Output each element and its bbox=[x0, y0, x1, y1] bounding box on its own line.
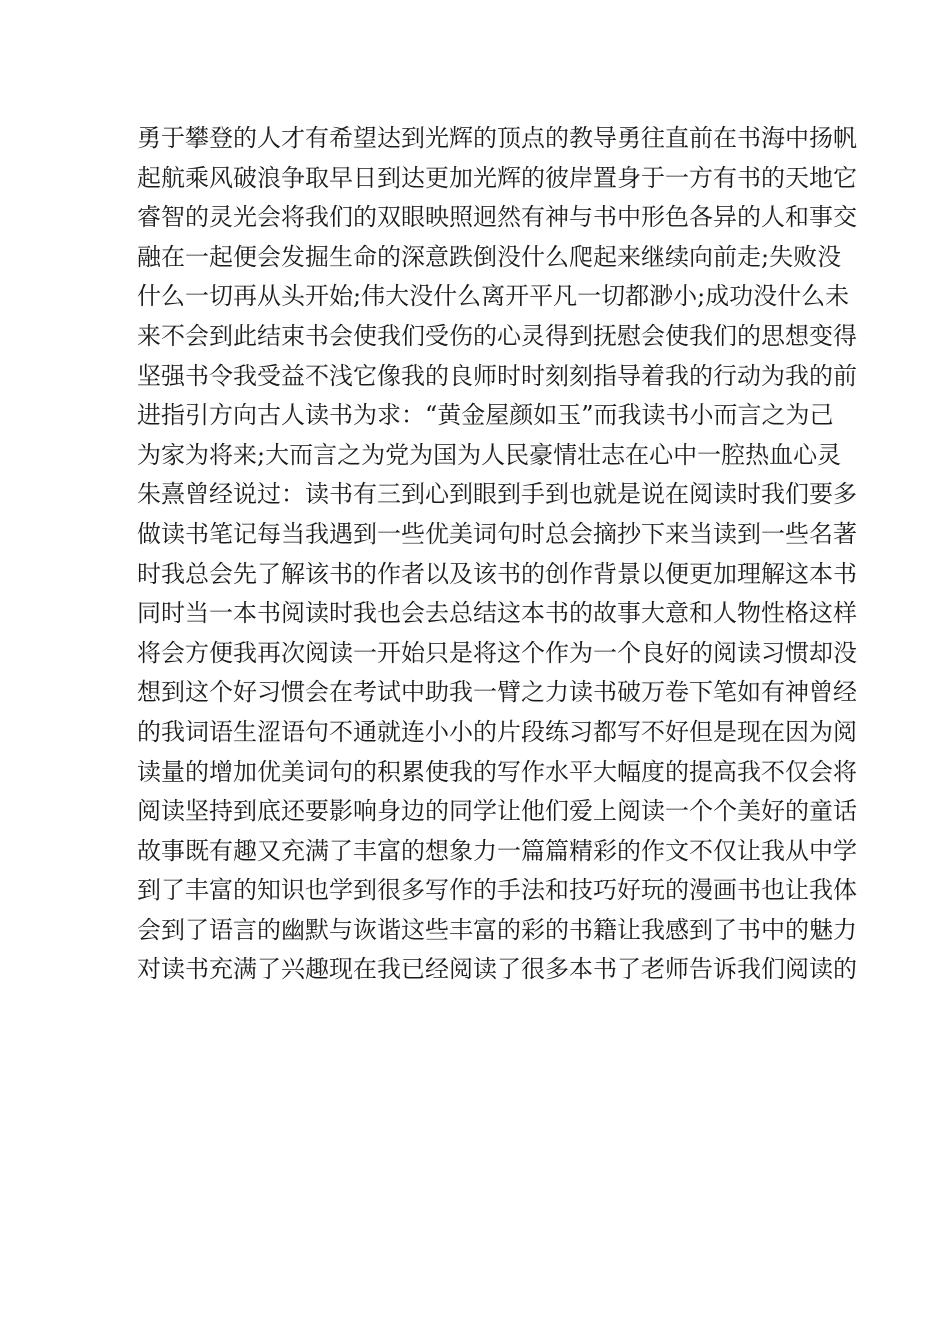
text-line: 为家为将来;大而言之为党为国为人民豪情壮志在心中一腔热血心灵 bbox=[137, 440, 842, 469]
text-line: 睿智的灵光会将我们的双眼映照迥然有神与书中形色各异的人和事交 bbox=[137, 203, 857, 232]
text-line: 做读书笔记每当我遇到一些优美词句时总会摘抄下来当读到一些名著 bbox=[137, 519, 857, 548]
text-line: 时我总会先了解该书的作者以及该书的创作背景以便更加理解这本书 bbox=[137, 559, 857, 588]
text-line: 阅读坚持到底还要影响身边的同学让他们爱上阅读一个个美好的童话 bbox=[137, 797, 857, 826]
text-line: 的我词语生涩语句不通就连小小的片段练习都写不好但是现在因为阅 bbox=[137, 717, 857, 746]
text-line: 勇于攀登的人才有希望达到光辉的顶点的教导勇往直前在书海中扬帆 bbox=[137, 124, 857, 152]
text-line: 故事既有趣又充满了丰富的想象力一篇篇精彩的作文不仅让我从中学 bbox=[137, 836, 857, 865]
text-line: 来不会到此结束书会使我们受伤的心灵得到抚慰会使我们的思想变得 bbox=[137, 321, 857, 350]
text-line: 坚强书令我受益不浅它像我的良师时时刻刻指导着我的行动为我的前 bbox=[137, 361, 857, 390]
text-line: 起航乘风破浪争取早日到达更加光辉的彼岸置身于一方有书的天地它 bbox=[137, 163, 857, 192]
text-line: 什么一切再从头开始;伟大没什么离开平凡一切都渺小;成功没什么未 bbox=[137, 282, 850, 311]
text-line: 会到了语言的幽默与诙谐这些丰富的彩的书籍让我感到了书中的魅力 bbox=[137, 915, 857, 944]
text-line: 同时当一本书阅读时我也会去总结这本书的故事大意和人物性格这样 bbox=[137, 599, 857, 628]
text-line: 融在一起便会发掘生命的深意跌倒没什么爬起来继续向前走;失败没 bbox=[137, 242, 842, 271]
text-line: 想到这个好习惯会在考试中助我一臂之力读书破万卷下笔如有神曾经 bbox=[137, 678, 857, 707]
text-line: 对读书充满了兴趣现在我已经阅读了很多本书了老师告诉我们阅读的 bbox=[137, 955, 857, 984]
text-line: 将会方便我再次阅读一开始只是将这个作为一个良好的阅读习惯却没 bbox=[137, 638, 857, 667]
text-line: 到了丰富的知识也学到很多写作的手法和技巧好玩的漫画书也让我体 bbox=[137, 876, 857, 905]
body-text bbox=[137, 119, 857, 990]
text-line: 读量的增加优美词句的积累使我的写作水平大幅度的提高我不仅会将 bbox=[137, 757, 857, 786]
text-line: 朱熹曾经说过：读书有三到心到眼到手到也就是说在阅读时我们要多 bbox=[137, 480, 857, 509]
text-line: 进指引方向古人读书为求：“黄金屋颜如玉”而我读书小而言之为己 bbox=[137, 401, 834, 430]
